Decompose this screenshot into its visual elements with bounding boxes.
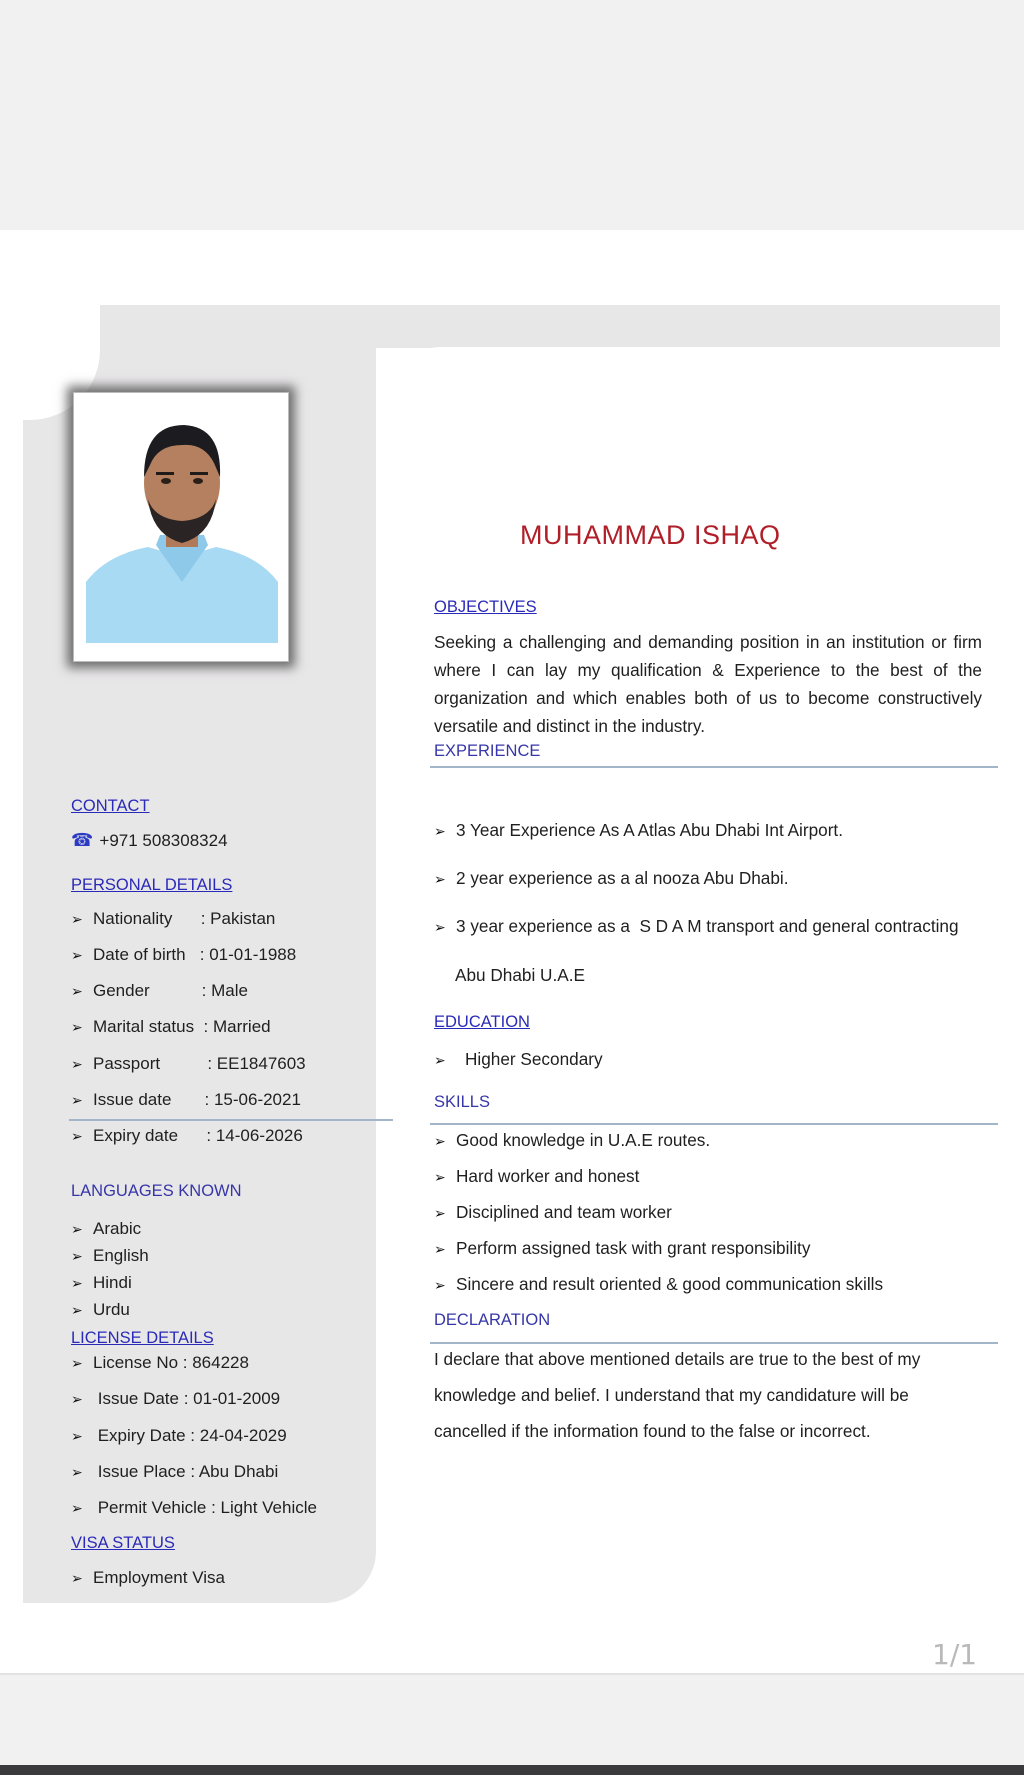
- experience-heading: EXPERIENCE: [434, 742, 541, 760]
- profile-photo-frame: [73, 392, 289, 662]
- personal-detail-gender: ➢ Gender : Male: [71, 981, 248, 1000]
- phone-icon: ☎: [71, 830, 94, 850]
- person-portrait-icon: [86, 407, 278, 643]
- candidate-name: MUHAMMAD ISHAQ: [520, 520, 781, 550]
- skill-item: ➢ Sincere and result oriented & good communication skills: [434, 1274, 884, 1294]
- experience-item: ➢ 3 year experience as a S D A M transport and general contracting: [434, 916, 959, 936]
- bullet-arrow-icon: ➢: [71, 983, 83, 999]
- personal-detail-marital-status: ➢ Marital status : Married: [71, 1017, 271, 1036]
- bullet-arrow-icon: ➢: [71, 1570, 83, 1586]
- header-band: [100, 305, 1000, 348]
- language-item: ➢ Urdu: [71, 1300, 130, 1319]
- bullet-arrow-icon: ➢: [434, 1277, 446, 1293]
- personal-detail-passport: ➢ Passport : EE1847603: [71, 1054, 306, 1073]
- skill-item: ➢ Hard worker and honest: [434, 1166, 640, 1186]
- bullet-arrow-icon: ➢: [71, 1248, 83, 1264]
- personal-detail-nationality: ➢ Nationality : Pakistan: [71, 909, 276, 928]
- bullet-arrow-icon: ➢: [71, 1056, 83, 1072]
- navigation-bar: [0, 1765, 1024, 1775]
- bullet-arrow-icon: ➢: [71, 1391, 83, 1407]
- bullet-arrow-icon: ➢: [71, 1221, 83, 1237]
- skills-heading: SKILLS: [434, 1093, 490, 1111]
- divider-line: [69, 1119, 393, 1121]
- language-item: ➢ English: [71, 1246, 149, 1265]
- bullet-arrow-icon: ➢: [434, 1133, 446, 1149]
- declaration-heading: DECLARATION: [434, 1311, 551, 1329]
- page-indicator: 1/1: [932, 1638, 978, 1671]
- experience-item: ➢ 3 Year Experience As A Atlas Abu Dhabi Int Airport.: [434, 820, 843, 840]
- bullet-arrow-icon: ➢: [71, 947, 83, 963]
- objectives-text: Seeking a challenging and demanding position in an institution or firm where I can lay my qualification & Experience to the best of the organization and which enables both of us to become constructively versatile and distinct in the industry.: [434, 632, 982, 736]
- experience-item: ➢ 2 year experience as a al nooza Abu Dhabi.: [434, 868, 789, 888]
- bullet-arrow-icon: ➢: [71, 1092, 83, 1108]
- declaration-line: cancelled if the information found to the false or incorrect.: [434, 1421, 871, 1441]
- bullet-arrow-icon: ➢: [71, 1500, 83, 1516]
- bullet-arrow-icon: ➢: [434, 823, 446, 839]
- bullet-arrow-icon: ➢: [71, 1428, 83, 1444]
- bullet-arrow-icon: ➢: [434, 1205, 446, 1221]
- bullet-arrow-icon: ➢: [71, 1019, 83, 1035]
- personal-detail-issue-date: ➢ Issue date : 15-06-2021: [71, 1090, 301, 1109]
- contact-heading: CONTACT: [71, 797, 150, 815]
- bullet-arrow-icon: ➢: [434, 1241, 446, 1257]
- visa-item: ➢ Employment Visa: [71, 1568, 225, 1587]
- bullet-arrow-icon: ➢: [434, 1169, 446, 1185]
- bullet-arrow-icon: ➢: [71, 1275, 83, 1291]
- declaration-text: [434, 1341, 994, 1449]
- bullet-arrow-icon: ➢: [434, 1052, 446, 1068]
- languages-heading: LANGUAGES KNOWN: [71, 1182, 242, 1200]
- education-item: ➢ Higher Secondary: [434, 1049, 603, 1069]
- skill-item: ➢ Perform assigned task with grant responsibility: [434, 1238, 811, 1258]
- experience-item-continuation: Abu Dhabi U.A.E: [455, 965, 585, 985]
- bullet-arrow-icon: ➢: [434, 919, 446, 935]
- viewer-bottom-area: [0, 1677, 1024, 1765]
- license-item-issue-place: ➢ Issue Place : Abu Dhabi: [71, 1462, 279, 1481]
- phone-number: +971 508308324: [99, 831, 228, 850]
- license-details-heading: LICENSE DETAILS: [71, 1329, 214, 1347]
- declaration-line: knowledge and belief. I understand that my candidature will be: [434, 1385, 909, 1405]
- bullet-arrow-icon: ➢: [71, 911, 83, 927]
- objectives-heading: OBJECTIVES: [434, 598, 537, 616]
- declaration-line: I declare that above mentioned details are true to the best of my: [434, 1349, 921, 1369]
- divider-line: [430, 1123, 998, 1125]
- language-item: ➢ Hindi: [71, 1273, 132, 1292]
- personal-detail-expiry-date: ➢ Expiry date : 14-06-2026: [71, 1126, 303, 1145]
- personal-details-heading: PERSONAL DETAILS: [71, 876, 233, 894]
- visa-status-heading: VISA STATUS: [71, 1534, 175, 1552]
- education-heading: EDUCATION: [434, 1013, 530, 1031]
- license-item-issue-date: ➢ Issue Date : 01-01-2009: [71, 1389, 281, 1408]
- divider-line: [430, 766, 998, 768]
- skill-item: ➢ Good knowledge in U.A.E routes.: [434, 1130, 711, 1150]
- license-item-number: ➢ License No : 864228: [71, 1353, 249, 1372]
- bullet-arrow-icon: ➢: [71, 1464, 83, 1480]
- license-item-permit-vehicle: ➢ Permit Vehicle : Light Vehicle: [71, 1498, 317, 1517]
- personal-detail-dob: ➢ Date of birth : 01-01-1988: [71, 945, 297, 964]
- viewer-top-area: [0, 0, 1024, 230]
- contact-phone-row: [71, 830, 228, 851]
- language-item: ➢ Arabic: [71, 1219, 142, 1238]
- bullet-arrow-icon: ➢: [71, 1355, 83, 1371]
- profile-photo: [86, 407, 278, 643]
- bullet-arrow-icon: ➢: [434, 871, 446, 887]
- bullet-arrow-icon: ➢: [71, 1302, 83, 1318]
- license-item-expiry-date: ➢ Expiry Date : 24-04-2029: [71, 1426, 287, 1445]
- skill-item: ➢ Disciplined and team worker: [434, 1202, 672, 1222]
- bullet-arrow-icon: ➢: [71, 1128, 83, 1144]
